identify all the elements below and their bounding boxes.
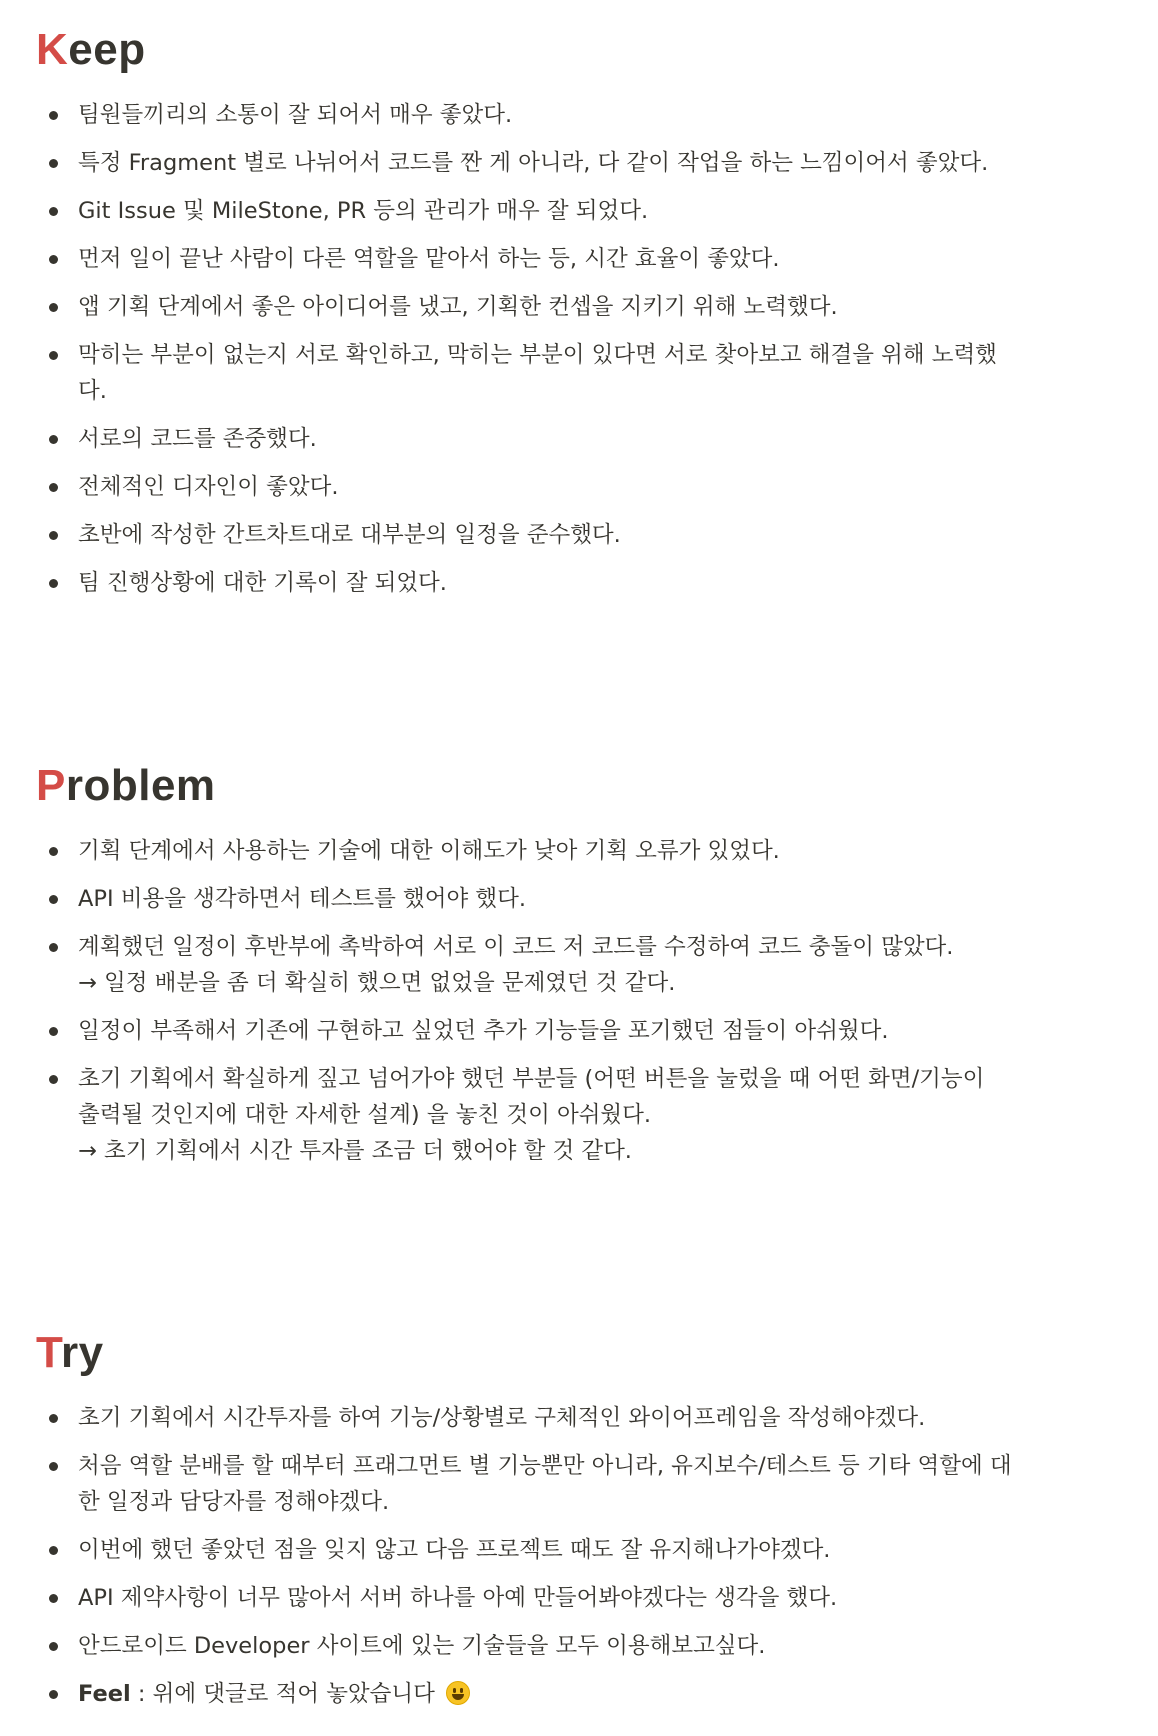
keep-heading: [36, 22, 1116, 78]
problem-item: [36, 1061, 1116, 1169]
problem-item-text: 기획 단계에서 사용하는 기술에 대한 이해도가 낮아 기획 오류가 있었다.: [78, 838, 780, 864]
problem-list: [36, 833, 1116, 1181]
bullet-icon: [49, 1546, 58, 1555]
keep-item-text: 전체적인 디자인이 좋았다.: [78, 474, 339, 500]
bullet-icon: [49, 1642, 58, 1651]
try-item: [36, 1628, 1116, 1664]
bullet-icon: [49, 351, 58, 360]
problem-heading: [36, 758, 1116, 814]
try-item-text: 안드로이드 Developer 사이트에 있는 기술들을 모두 이용해보고싶다.: [78, 1633, 766, 1659]
bullet-icon: [49, 207, 58, 216]
keep-item-text: 먼저 일이 끝난 사람이 다른 역할을 맡아서 하는 등, 시간 효율이 좋았다.: [78, 246, 780, 272]
keep-item: [36, 289, 1116, 325]
bullet-icon: [49, 943, 58, 952]
problem-item: [36, 1013, 1116, 1049]
keep-list: [36, 97, 1116, 613]
feel-label: Feel: [78, 1681, 131, 1707]
try-item-text: 초기 기획에서 시간투자를 하여 기능/상황별로 구체적인 와이어프레임을 작성해야겠다.: [78, 1405, 926, 1431]
keep-item: [36, 97, 1116, 133]
bullet-icon: [49, 847, 58, 856]
bullet-icon: [49, 579, 58, 588]
problem-item-text: 계획했던 일정이 후반부에 촉박하여 서로 이 코드 저 코드를 수정하여 코드 충돌이 많았다. → 일정 배분을 좀 더 확실히 했으면 없었을 문제였던 것 같다.: [78, 934, 954, 996]
keep-item-text: 특정 Fragment 별로 나뉘어서 코드를 짠 게 아니라, 다 같이 작업을 하는 느낌이어서 좋았다.: [78, 150, 989, 176]
keep-item: [36, 421, 1116, 457]
keep-section: [36, 22, 1116, 596]
problem-item-text: 일정이 부족해서 기존에 구현하고 싶었던 추가 기능들을 포기했던 점들이 아쉬웠다.: [78, 1018, 889, 1044]
keep-item: [36, 193, 1116, 229]
problem-item: [36, 929, 1116, 1001]
keep-item-text: Git Issue 및 MileStone, PR 등의 관리가 매우 잘 되었다.: [78, 198, 649, 224]
feel-text: : 위에 댓글로 적어 놓았습니다: [130, 1681, 443, 1707]
try-heading: [36, 1325, 1116, 1381]
bullet-icon: [49, 159, 58, 168]
keep-item-text: 팀원들끼리의 소통이 잘 되어서 매우 좋았다.: [78, 102, 513, 128]
try-list: [36, 1400, 1116, 1724]
keep-item-text: 서로의 코드를 존중했다.: [78, 426, 317, 452]
problem-item-text: API 비용을 생각하면서 테스트를 했어야 했다.: [78, 886, 527, 912]
problem-item: [36, 881, 1116, 917]
try-item: [36, 1400, 1116, 1436]
try-heading-rest: ry: [60, 1328, 104, 1377]
bullet-icon: [49, 1462, 58, 1471]
keep-item-text: 팀 진행상황에 대한 기록이 잘 되었다.: [78, 570, 447, 596]
keep-item: [36, 565, 1116, 601]
keep-item-text: 막히는 부분이 없는지 서로 확인하고, 막히는 부분이 있다면 서로 찾아보고 해결을 위해 노력했 다.: [78, 342, 997, 404]
bullet-icon: [49, 435, 58, 444]
bullet-icon: [49, 483, 58, 492]
bullet-icon: [49, 895, 58, 904]
try-item: [36, 1580, 1116, 1616]
keep-heading-initial: K: [36, 25, 69, 74]
bullet-icon: [49, 255, 58, 264]
try-item-text: API 제약사항이 너무 많아서 서버 하나를 아예 만들어봐야겠다는 생각을 했다.: [78, 1585, 838, 1611]
grinning-face-emoji-icon: [446, 1681, 470, 1705]
bullet-icon: [49, 1075, 58, 1084]
keep-item: [36, 241, 1116, 277]
bullet-icon: [49, 1690, 58, 1699]
bullet-icon: [49, 1414, 58, 1423]
keep-item-text: 초반에 작성한 간트차트대로 대부분의 일정을 준수했다.: [78, 522, 621, 548]
keep-heading-rest: eep: [68, 25, 146, 74]
problem-heading-initial: P: [36, 761, 66, 810]
problem-section: [36, 758, 1116, 1164]
try-item-text: 처음 역할 분배를 할 때부터 프래그먼트 별 기능뿐만 아니라, 유지보수/테스트 등 기타 역할에 대 한 일정과 담당자를 정해야겠다.: [78, 1453, 1012, 1515]
bullet-icon: [49, 531, 58, 540]
keep-item: [36, 469, 1116, 505]
try-item: [36, 1448, 1116, 1520]
problem-item: [36, 833, 1116, 869]
feel-item: [36, 1676, 1116, 1712]
bullet-icon: [49, 303, 58, 312]
bullet-icon: [49, 1594, 58, 1603]
problem-heading-rest: roblem: [65, 761, 216, 810]
try-heading-initial: T: [36, 1328, 61, 1377]
try-item-text: 이번에 했던 좋았던 점을 잊지 않고 다음 프로젝트 때도 잘 유지해나가야겠다.: [78, 1537, 831, 1563]
keep-item-text: 앱 기획 단계에서 좋은 아이디어를 냈고, 기획한 컨셉을 지키기 위해 노력했다.: [78, 294, 838, 320]
bullet-icon: [49, 1027, 58, 1036]
keep-item: [36, 337, 1116, 409]
keep-item: [36, 517, 1116, 553]
try-item: [36, 1532, 1116, 1568]
problem-item-text: 초기 기획에서 확실하게 짚고 넘어가야 했던 부분들 (어떤 버튼을 눌렀을 때 어떤 화면/기능이 출력될 것인지에 대한 자세한 설계) 을 놓친 것이 아쉬웠다. → 초기 기획에서 시간 투자를 조금 더 했어야 할 것 같다.: [78, 1066, 985, 1164]
bullet-icon: [49, 111, 58, 120]
keep-item: [36, 145, 1116, 181]
try-section: [36, 1325, 1116, 1707]
